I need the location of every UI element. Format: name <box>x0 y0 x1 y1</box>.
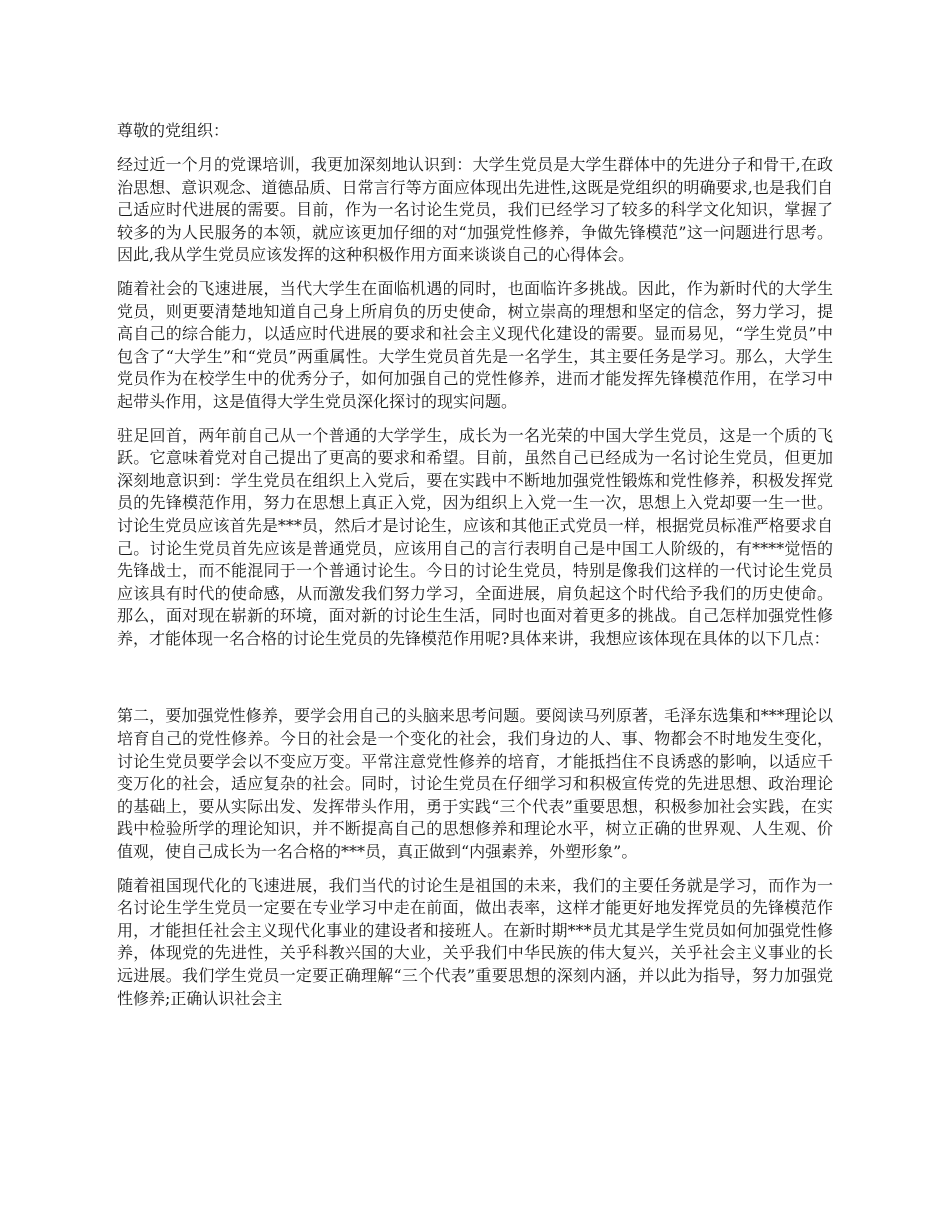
paragraph-4: 第二，要加强党性修养，要学会用自己的头脑来思考问题。要阅读马列原著，毛泽东选集和***理论以培育自己的党性修养。今日的社会是一个变化的社会，我们身边的人、事、物都会不时地发生变化，讨论生党员要学会以不变应万变。平常注意党性修养的培育，才能抵挡住不良诱惑的影响，以适应千变万化的社会，适应复杂的社会。同时，讨论生党员在仔细学习和积极宣传党的先进思想、政治理论的基础上，要从实际出发、发挥带头作用，勇于实践“三个代表”重要思想，积极参加社会实践，在实践中检验所学的理论知识，并不断提高自己的思想修养和理论水平，树立正确的世界观、人生观、价值观，使自己成长为一名合格的***员，真正做到“内强素养，外塑形象”。 <box>117 706 833 862</box>
blank-gap <box>117 661 833 705</box>
paragraph-1: 经过近一个月的党课培训，我更加深刻地认识到：大学生党员是大学生群体中的先进分子和骨干,在政治思想、意识观念、道德品质、日常言行等方面应体现出先进性,这既是党组织的明确要求,也是我们自己适应时代进展的需要。目前，作为一名讨论生党员，我们已经学习了较多的科学文化知识，掌握了较多的为人民服务的本领，就应该更加仔细的对“加强党性修养，争做先锋模范”这一问题进行思考。因此,我从学生党员应该发挥的这种积极作用方面来谈谈自己的心得体会。 <box>117 155 833 265</box>
salutation: 尊敬的党组织： <box>117 121 230 140</box>
paragraph-3: 驻足回首，两年前自己从一个普通的大学学生，成长为一名光荣的中国大学生党员，这是一个质的飞跃。它意味着党对自己提出了更高的要求和希望。目前，虽然自己已经成为一名讨论生党员，但更加深刻地意识到：学生党员在组织上入党后，要在实践中不断地加强党性锻炼和党性修养，积极发挥党员的先锋模范作用，努力在思想上真正入党，因为组织上入党一生一次，思想上入党却要一生一世。讨论生党员应该首先是***员，然后才是讨论生，应该和其他正式党员一样，根据党员标准严格要求自己。讨论生党员首先应该是普通党员，应该用自己的言行表明自己是中国工人阶级的，有****觉悟的先锋战士，而不能混同于一个普通讨论生。今日的讨论生党员，特别是像我们这样的一代讨论生党员应该具有时代的使命感，从而激发我们努力学习，全面进展，肩负起这个时代给予我们的历史使命。那么，面对现在崭新的环境，面对新的讨论生生活，同时也面对着更多的挑战。自己怎样加强党性修养，才能体现一名合格的讨论生党员的先锋模范作用呢?具体来讲，我想应该体现在具体的以下几点： <box>117 425 833 648</box>
paragraph-5: 随着祖国现代化的飞速进展，我们当代的讨论生是祖国的未来，我们的主要任务就是学习，而作为一名讨论生学生党员一定要在专业学习中走在前面，做出表率，这样才能更好地发挥党员的先锋模范作用，才能担任社会主义现代化事业的建设者和接班人。在新时期***员尤其是学生党员如何加强党性修养，体现党的先进性，关乎科教兴国的大业，关乎我们中华民族的伟大复兴，关乎社会主义事业的长远进展。我们学生党员一定要正确理解“三个代表”重要思想的深刻内涵，并以此为指导，努力加强党性修养;正确认识社会主 <box>117 875 833 1008</box>
letter-body <box>117 118 833 1021</box>
paragraph-2: 随着社会的飞速进展，当代大学生在面临机遇的同时，也面临许多挑战。因此，作为新时代的大学生党员，则更要清楚地知道自己身上所肩负的历史使命，树立崇高的理想和坚定的信念，努力学习，提高自己的综合能力，以适应时代进展的要求和社会主义现代化建设的需要。显而易见，“学生党员”中包含了“大学生”和“党员”两重属性。大学生党员首先是一名学生，其主要任务是学习。那么，大学生党员作为在校学生中的优秀分子，如何加强自己的党性修养，进而才能发挥先锋模范作用，在学习中起带头作用，这是值得大学生党员深化探讨的现实问题。 <box>117 278 833 411</box>
